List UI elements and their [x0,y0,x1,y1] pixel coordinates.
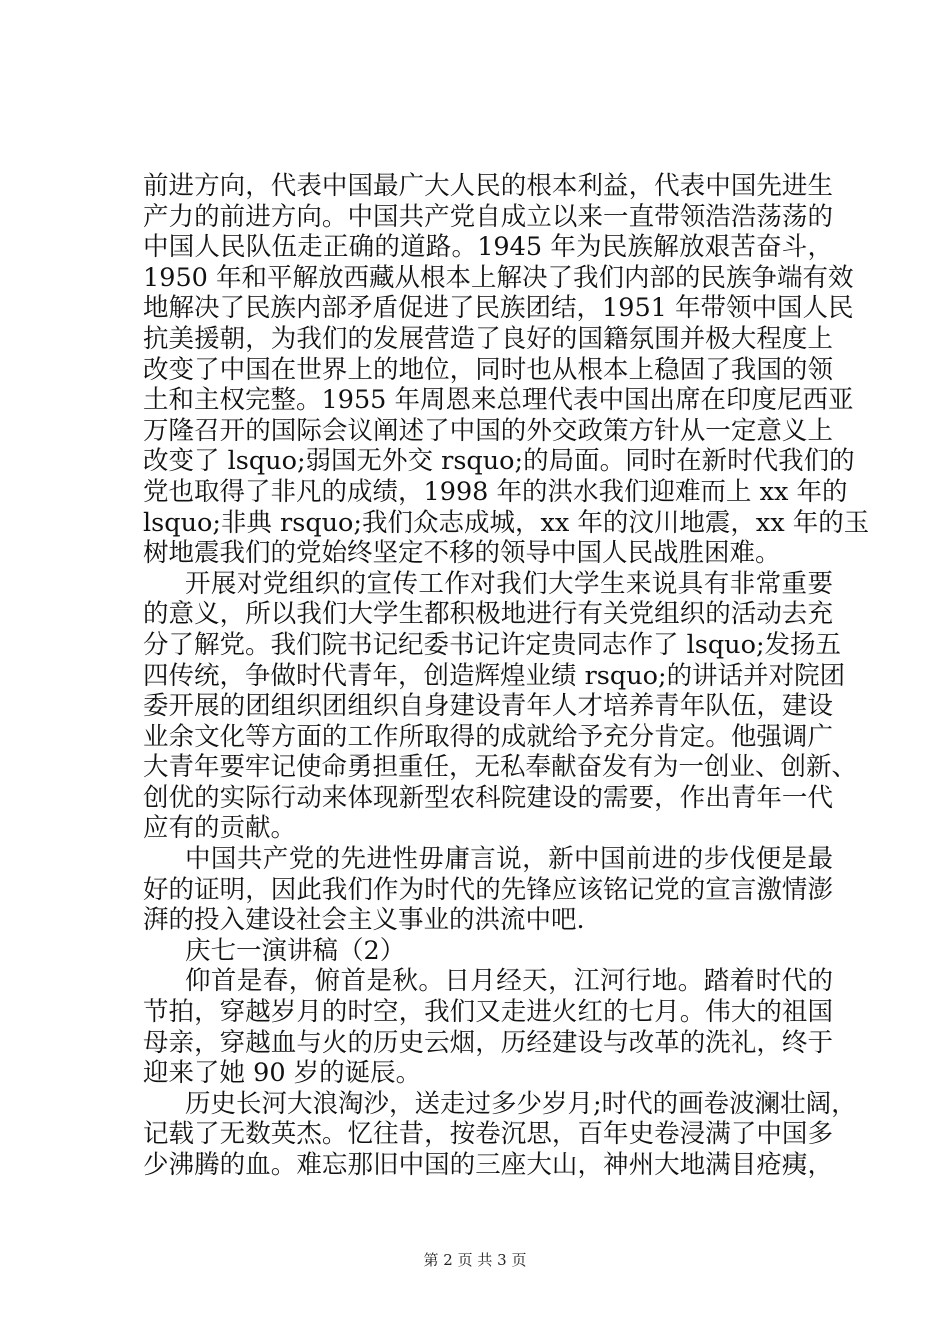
text-line: 前进方向，代表中国最广大人民的根本利益，代表中国先进生 [143,171,833,201]
text-line: 母亲，穿越血与火的历史云烟，历经建设与改革的洗礼，终于 [143,1027,833,1058]
text-line: lsquo;非典 rsquo;我们众志成城，xx 年的汶川地震，xx 年的玉 [143,507,870,538]
text-line: 树地震我们的党始终坚定不移的领导中国人民战胜困难。 [143,538,781,569]
text-line: 业余文化等方面的工作所取得的成就给予充分肯定。他强调广 [143,721,833,752]
text-line: 1950 年和平解放西藏从根本上解决了我们内部的民族争端有效 [143,262,854,293]
paragraph-first-line: 历史长河大浪淘沙，送走过多少岁月;时代的画卷波澜壮阔， [185,1088,857,1119]
text-line: 改变了 lsquo;弱国无外交 rsquo;的局面。同时在新时代我们的 [143,446,855,477]
text-line: 委开展的团组织团组织自身建设青年人才培养青年队伍，建设 [143,691,833,722]
text-line: 大青年要牢记使命勇担重任，无私奉献奋发有为一创业、创新、 [143,752,858,783]
text-line: 节拍，穿越岁月的时空，我们又走进火红的七月。伟大的祖国 [143,997,833,1028]
text-line: 党也取得了非凡的成绩，1998 年的洪水我们迎难而上 xx 年的 [143,476,848,507]
paragraph-first-line: 仰首是春，俯首是秋。日月经天，江河行地。踏着时代的 [185,966,833,997]
text-line: 土和主权完整。1955 年周恩来总理代表中国出席在印度尼西亚 [143,385,854,416]
text-line: 应有的贡献。 [143,813,297,844]
paragraph-first-line: 中国共产党的先进性毋庸言说，新中国前进的步伐便是最 [185,844,833,875]
text-line: 产力的前进方向。中国共产党自成立以来一直带领浩浩荡荡的 [143,201,833,232]
text-line: 抗美援朝，为我们的发展营造了良好的国籍氛围并极大程度上 [143,323,833,354]
paragraph-first-line: 开展对党组织的宣传工作对我们大学生来说具有非常重要 [185,568,833,599]
text-line: 四传统，争做时代青年，创造辉煌业绩 rsquo;的讲话并对院团 [143,660,846,691]
text-line: 万隆召开的国际会议阐述了中国的外交政策方针从一定意义上 [143,415,833,446]
page-number-footer: 第 2 页 共 3 页 [423,1251,527,1269]
text-line: 分了解党。我们院书记纪委书记许定贵同志作了 lsquo;发扬五 [143,629,842,660]
section-heading: 庆七一演讲稿（2） [185,935,406,966]
text-line: 记载了无数英杰。忆往昔，按卷沉思，百年史卷浸满了中国多 [143,1119,833,1150]
text-line: 湃的投入建设社会主义事业的洪流中吧. [143,905,585,936]
text-line: 地解决了民族内部矛盾促进了民族团结，1951 年带领中国人民 [143,293,854,324]
text-line: 迎来了她 90 岁的诞辰。 [143,1058,422,1089]
text-line: 中国人民队伍走正确的道路。1945 年为民族解放艰苦奋斗， [143,232,833,263]
text-line: 好的证明，因此我们作为时代的先锋应该铭记党的宣言激情澎 [143,874,833,905]
text-line: 的意义，所以我们大学生都积极地进行有关党组织的活动去充 [143,599,833,630]
text-line: 创优的实际行动来体现新型农科院建设的需要，作出青年一代 [143,782,833,813]
document-body [143,171,870,1181]
text-line: 改变了中国在世界上的地位，同时也从根本上稳固了我国的领 [143,354,833,385]
text-line: 少沸腾的血。难忘那旧中国的三座大山，神州大地满目疮痍， [143,1150,833,1180]
